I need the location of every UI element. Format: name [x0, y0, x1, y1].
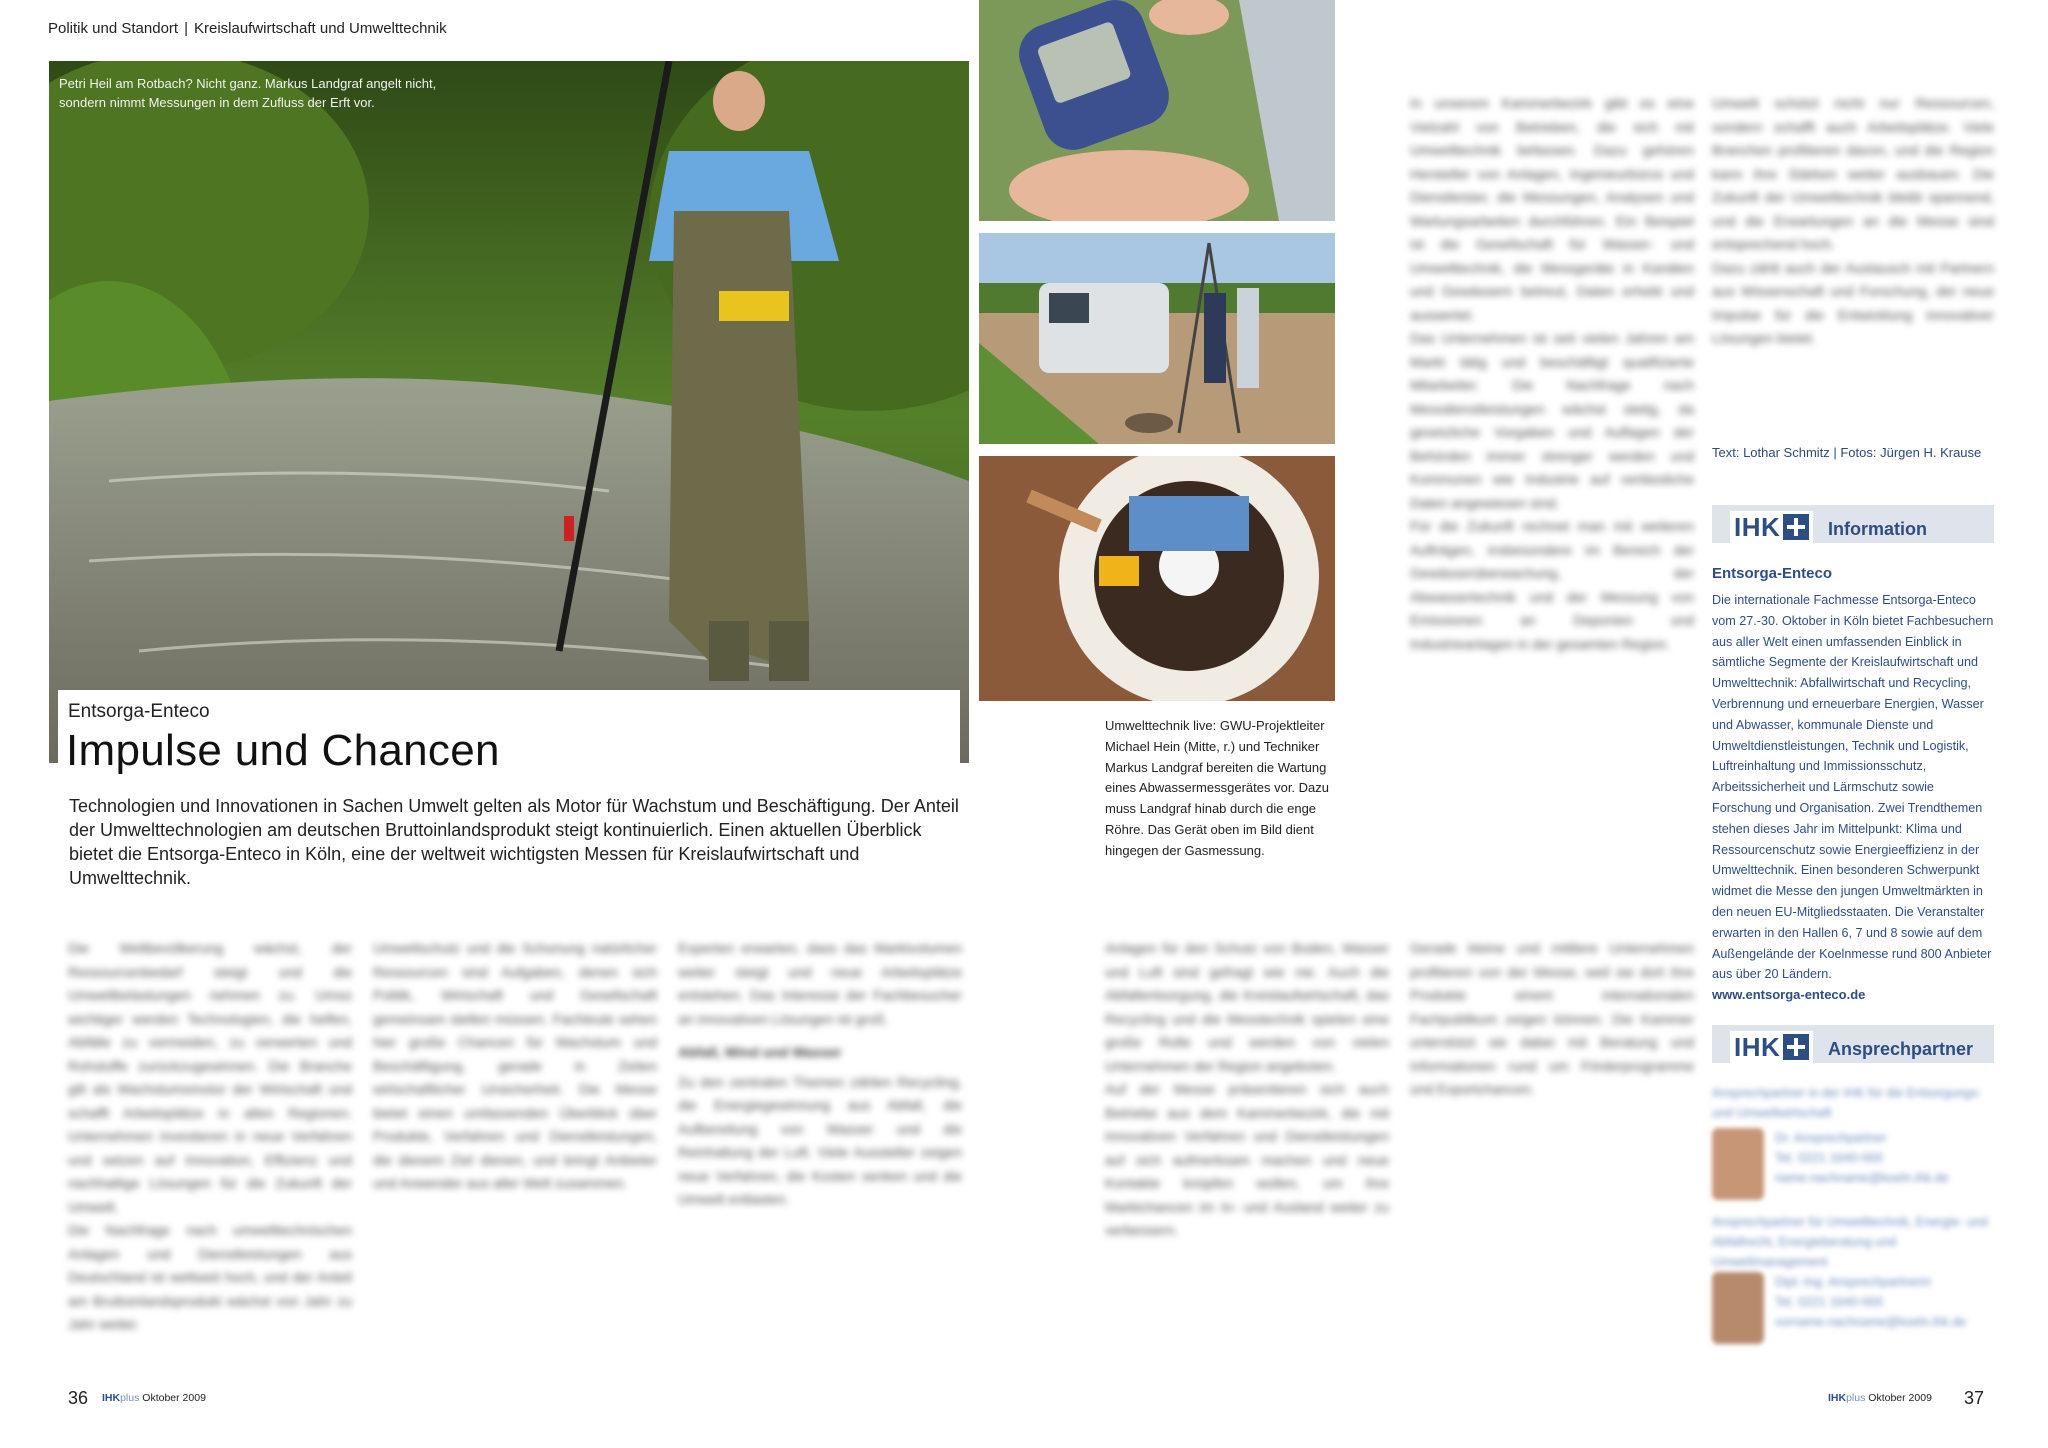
contact-intro-2: Ansprechpartner für Umwelttechnik, Energie- und Abfallrecht, Energieberatung und Umweltmanagement: [1712, 1215, 1988, 1269]
footer-date: Oktober 2009: [1868, 1392, 1932, 1404]
info-text: Die internationale Fachmesse Entsorga-Enteco vom 27.-30. Oktober in Köln bietet Fachbesuchern aus aller Welt einen umfassenden Einblick in sämtliche Segmente der Kreislaufwirtschaft und Umwelttechnik: Abfallwirtschaft und Recycling, Verbrennung und erneuerbare Energien, Wasser und Abwasser, kommunale Dienste und Umweltdienstleistungen, Technik und Logistik, Luftreinhaltung und Immissionsschutz, Arbeitssicherheit und Lärmschutz sowie Forschung und Organisation. Zwei Trendthemen stehen dieses Jahr im Mittelpunkt: Klima und Ressourcenschutz sowie Energieeffizienz in der Umwelttechnik. Einen besonderen Schwerpunkt widmet die Messe den jungen Umweltmärkten in den neuen EU-Mitgliedsstaaten. Die Veranstalter erwarten in den Hallen 6, 7 und 8 sowie auf dem Außengelände der Koelnmesse rund 800 Anbieter aus über 20 Ländern.: [1712, 593, 1994, 982]
contact-box-title: Ansprechpartner: [1828, 1039, 1974, 1059]
main-photo-caption: Petri Heil am Rotbach? Nicht ganz. Markus Landgraf angelt nicht, sondern nimmt Messungen in dem Zufluss der Erft vor.: [59, 76, 437, 110]
page-number-left: 36: [68, 1388, 89, 1408]
footer-ihk: IHK: [1828, 1392, 1847, 1404]
body-column-5: In unserem Kammerbezirk gibt es eine Vielzahl von Betrieben, die sich mit Umwelttechnik befassen. Dazu gehören Hersteller von Anlagen, Ingenieurbüros und Dienstleister, die Messungen, Analysen und Wartungsarbeiten durchführen. Ein Beispiel ist die Gesellschaft für Wasser- und Umwelttechnik, die Messgeräte in Kanälen und Gewässern betreut, Daten erhebt und auswertet. Das Unternehmen ist seit vielen Jahren am Markt tätig und beschäftigt qualifizierte Mitarbeiter. Die Nachfrage nach Messdienstleistungen wächst stetig, da gesetzliche Vorgaben und Auflagen der Behörden immer strenger werden und Kommunen wie Industrie auf verlässliche Daten angewiesen sind. Für die Zukunft rechnet man mit weiteren Aufträgen, insbesondere im Bereich der Gewässerüberwachung, der Abwassertechnik und der Messung von Emissionen an Deponien und Industrieanlagen in der gesamten Region.: [1410, 95, 1694, 652]
footer-plus: plus: [120, 1392, 140, 1404]
contact-intro-1: Ansprechpartner in der IHK für die Entsorgungs- und Umweltwirtschaft: [1712, 1086, 1982, 1120]
body-column-2: Umweltschutz und die Schonung natürlicher Ressourcen sind Aufgaben, denen sich Politik, Wirtschaft und Gesellschaft gemeinsam stellen müssen. Fachleute sehen hier große Chancen für Wachstum und Beschäftigung, gerade in Zeiten wirtschaftlicher Unsicherheit. Die Messe bietet einen umfassenden Überblick über Produkte, Verfahren und Dienstleistungen, die diesem Ziel dienen, und bringt Anbieter und Anwender aus aller Welt zusammen.: [373, 940, 657, 1191]
ihk-logo-text: IHK: [1734, 511, 1781, 542]
footer-magazine-right: [1828, 1392, 1932, 1404]
footer-ihk: IHK: [102, 1392, 121, 1404]
body-column-7: Umwelt schützt nicht nur Ressourcen, sondern schafft auch Arbeitsplätze. Viele Branchen profitieren davon, und die Region kann ihre Stärken weiter ausbauen. Die Zukunft der Umwelttechnik bleibt spannend, und die Erwartungen an die Messe sind entsprechend hoch. Dazu zählt auch der Austausch mit Partnern aus Wissenschaft und Forschung, der neue Impulse für die Entwicklung innovativer Lösungen bietet.: [1712, 95, 1994, 346]
body-column-1: Die Weltbevölkerung wächst, der Ressourcenbedarf steigt und die Umweltbelastungen nehmen zu. Umso wichtiger werden Technologien, die helfen, Abfälle zu vermeiden, zu verwerten und Rohstoffe zurückzugewinnen. Die Branche gilt als Wachstumsmotor der Wirtschaft und schafft Arbeitsplätze in allen Regionen. Unternehmen investieren in neue Verfahren und setzen auf Innovation, Effizienz und nachhaltige Lösungen für die Zukunft der Umwelt. Die Nachfrage nach umwelttechnischen Anlagen und Dienstleistungen aus Deutschland ist weltweit hoch, und der Anteil am Bruttoinlandsprodukt wächst von Jahr zu Jahr weiter.: [68, 940, 352, 1332]
page-number-right: 37: [1964, 1388, 1985, 1408]
article-lead: Technologien und Innovationen in Sachen Umwelt gelten als Motor für Wachstum und Beschäftigung. Der Anteil der Umwelttechnologien am deutschen Bruttoinlandsprodukt steigt kontinuierlich. Einen aktuellen Überblick bietet die Entsorga-Enteco in Köln, eine der weltweit wichtigsten Messen für Kreislaufwirtschaft und Umwelttechnik.: [69, 796, 959, 888]
ihk-logo: [1730, 1031, 1813, 1063]
header-subsection: Kreislaufwirtschaft und Umwelttechnik: [193, 20, 447, 37]
info-heading: Entsorga-Enteco: [1712, 565, 1833, 582]
info-box-title: Information: [1828, 519, 1927, 539]
photo-manhole: [979, 456, 1335, 701]
info-box: [1712, 505, 1994, 543]
main-photo-stream: [49, 61, 969, 763]
article-kicker: Entsorga-Enteco: [68, 701, 210, 722]
contact-photo-2: [1712, 1272, 1764, 1344]
footer-plus: plus: [1846, 1392, 1866, 1404]
footer-date: Oktober 2009: [142, 1392, 206, 1404]
contact-box-header: [1712, 1025, 1994, 1063]
body-column-6: Gerade kleine und mittlere Unternehmen profitieren von der Messe, weil sie dort ihre Produkte einem internationalen Fachpublikum zeigen können. Die Kammer unterstützt sie dabei mit Beratung und Informationen rund um Förderprogramme und Exportchancen.: [1410, 940, 1694, 1097]
header-section: Politik und Standort: [48, 20, 179, 37]
plus-icon: [1783, 514, 1809, 540]
credits: Text: Lothar Schmitz | Fotos: Jürgen H. Krause: [1712, 445, 1982, 460]
article-title: Impulse und Chancen: [66, 726, 500, 775]
contact-box: [1712, 1025, 1994, 1063]
body-column-3: Experten erwarten, dass das Marktvolumen weiter steigt und neue Arbeitsplätze entstehen. Das Interesse der Fachbesucher an innovativen Lösungen ist groß. Abfall, Wind und Wasser Zu den zentralen Themen zählen Recycling, die Energiegewinnung aus Abfall, die Aufbereitung von Wasser und die Reinhaltung der Luft. Viele Aussteller zeigen neue Verfahren, die Kosten senken und die Umwelt entlasten.: [678, 940, 962, 1207]
body-column-4: Anlagen für den Schutz von Boden, Wasser und Luft sind gefragt wie nie. Auch die Abfallentsorgung, die Kreislaufwirtschaft, das Recycling und die Messtechnik spielen eine große Rolle und werden von vielen Unternehmen der Region angeboten. Auf der Messe präsentieren sich auch Betriebe aus dem Kammerbezirk, die mit innovativen Verfahren und Dienstleistungen auf sich aufmerksam machen und neue Kontakte knüpfen wollen, um ihre Marktchancen im In- und Ausland weiter zu verbessern.: [1105, 940, 1389, 1238]
info-box-header: [1712, 505, 1994, 543]
ihk-logo-text: IHK: [1734, 1031, 1781, 1062]
photo-gas-meter: [979, 0, 1335, 221]
contact-details-2: Dipl.-Ing. Ansprechpartnerin Tel. 0221 1640-000 vorname.nachname@koeln.ihk.de: [1775, 1275, 1967, 1329]
photo-van-field: [979, 233, 1335, 444]
photo-caption: Umwelttechnik live: GWU-Projektleiter Michael Hein (Mitte, r.) und Techniker Markus Landgraf bereiten die Wartung eines Abwassermessgerätes vor. Dazu muss Landgraf hinab durch die enge Röhre. Das Gerät oben im Bild dient hingegen der Gasmessung.: [1105, 718, 1329, 858]
contact-details-1: Dr. Ansprechpartner Tel. 0221 1640-000 name.nachname@koeln.ihk.de: [1775, 1131, 1949, 1185]
info-link[interactable]: www.entsorga-enteco.de: [1712, 987, 1866, 1002]
running-header: [48, 20, 447, 37]
ihk-logo: [1730, 511, 1813, 543]
header-separator: |: [184, 20, 188, 37]
plus-icon: [1783, 1034, 1809, 1060]
footer-magazine-left: [102, 1392, 206, 1404]
contact-photo-1: [1712, 1128, 1764, 1200]
